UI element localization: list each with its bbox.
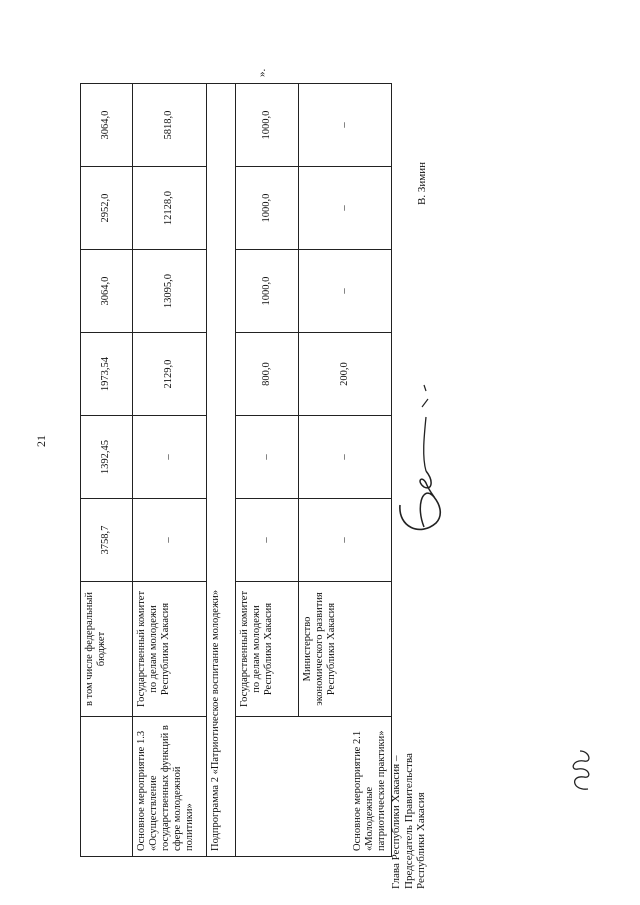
table-row-federal-budget [81, 84, 133, 857]
signer-title-line: Глава Республики Хакасия – [390, 755, 402, 889]
table-row-subprogram-2 [207, 84, 236, 857]
value-cell: – [133, 416, 207, 499]
value-cell: – [299, 416, 392, 499]
handwritten-signature [372, 367, 482, 567]
signer-title-block [390, 749, 428, 889]
measure-label: Основное мероприятие 1.3 «Осуществление государственных функций в сфере молодежной политики» [133, 717, 207, 857]
value-cell: 1973,54 [81, 333, 133, 416]
value-cell: 3758,7 [81, 499, 133, 582]
value-cell: 2129,0 [133, 333, 207, 416]
table-row-measure-2-1 [236, 84, 299, 857]
executor-label: Министерство экономического развития Республики Хакасия [299, 582, 392, 717]
measure-label: Основное мероприятие 2.1 «Молодежные патриотические практики» [236, 717, 392, 857]
handwritten-mark [560, 745, 600, 795]
value-cell: – [299, 499, 392, 582]
signer-name: В. Зимин [416, 162, 428, 205]
row-label-federal-budget: в том числе федеральный бюджет [81, 582, 133, 717]
value-cell: 1000,0 [236, 84, 299, 167]
value-cell: 1000,0 [236, 167, 299, 250]
value-cell: 2952,0 [81, 167, 133, 250]
value-cell: 3064,0 [81, 250, 133, 333]
page-number: 21 [34, 435, 48, 447]
executor-label: Государственный комитет по делам молодежи Республики Хакасия [236, 582, 299, 717]
value-cell: 800,0 [236, 333, 299, 416]
table-row-measure-1-3 [133, 84, 207, 857]
value-cell: 5818,0 [133, 84, 207, 167]
subprogram-title: Подпрограмма 2 «Патриотическое воспитание молодежи» [207, 84, 236, 857]
value-cell: 1392,45 [81, 416, 133, 499]
value-cell: – [133, 499, 207, 582]
financing-table [80, 83, 392, 857]
value-cell: 3064,0 [81, 84, 133, 167]
value-cell: – [236, 499, 299, 582]
value-cell: 1000,0 [236, 250, 299, 333]
empty-cell [81, 717, 133, 857]
executor-label: Государственный комитет по делам молодежи Республики Хакасия [133, 582, 207, 717]
value-cell: – [299, 84, 392, 167]
value-cell: – [299, 167, 392, 250]
value-cell: 12128,0 [133, 167, 207, 250]
value-cell: – [299, 250, 392, 333]
signer-title-line: Председатель Правительства [402, 753, 415, 889]
value-cell: 13095,0 [133, 250, 207, 333]
signer-title-line: Республики Хакасия [415, 792, 428, 889]
value-cell: 200,0 [299, 333, 392, 416]
value-cell: – [236, 416, 299, 499]
closing-quote-mark: ». [256, 68, 268, 77]
